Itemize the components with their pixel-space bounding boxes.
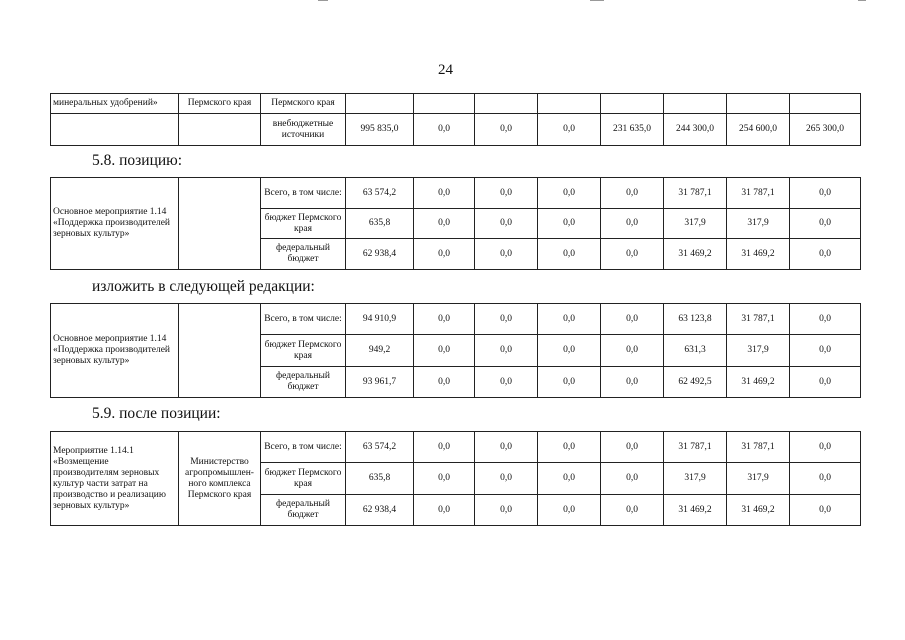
source-cell: внебюджетные источники <box>261 114 346 146</box>
value-cell: 0,0 <box>790 304 861 335</box>
value-cell: 0,0 <box>790 335 861 367</box>
value-cell: 0,0 <box>475 178 538 209</box>
value-cell: 0,0 <box>414 209 475 239</box>
value-cell <box>727 94 790 114</box>
value-cell: 62 938,4 <box>346 495 414 526</box>
value-cell: 0,0 <box>538 463 601 495</box>
source-cell: бюджет Пермского края <box>261 463 346 495</box>
source-cell: федеральный бюджет <box>261 495 346 526</box>
value-cell: 0,0 <box>475 463 538 495</box>
section-heading-5-8: 5.8. позицию: <box>92 152 183 169</box>
value-cell: 254 600,0 <box>727 114 790 146</box>
value-cell: 0,0 <box>414 495 475 526</box>
value-cell: 0,0 <box>414 367 475 398</box>
section-heading-5-9: 5.9. после позиции: <box>92 405 221 422</box>
value-cell: 0,0 <box>601 304 664 335</box>
table-position-5-9 <box>50 431 861 526</box>
measure-name-cell: Мероприятие 1.14.1 «Возмещение производителям зерновых культур части затрат на производство и реализацию зерновых культур» <box>51 432 179 526</box>
value-cell: 94 910,9 <box>346 304 414 335</box>
value-cell <box>601 94 664 114</box>
table-continuation <box>50 93 861 146</box>
value-cell: 231 635,0 <box>601 114 664 146</box>
value-cell: 0,0 <box>475 114 538 146</box>
value-cell: 317,9 <box>664 209 727 239</box>
section-heading-edit: изложить в следующей редакции: <box>92 278 315 295</box>
value-cell: 0,0 <box>475 304 538 335</box>
value-cell: 244 300,0 <box>664 114 727 146</box>
measure-name-cell <box>51 114 179 146</box>
value-cell: 0,0 <box>414 178 475 209</box>
value-cell: 0,0 <box>538 367 601 398</box>
value-cell: 631,3 <box>664 335 727 367</box>
value-cell: 0,0 <box>475 335 538 367</box>
table-position-5-8 <box>50 177 861 270</box>
value-cell <box>790 94 861 114</box>
value-cell: 317,9 <box>727 463 790 495</box>
value-cell: 0,0 <box>475 239 538 270</box>
value-cell <box>475 94 538 114</box>
source-cell: федеральный бюджет <box>261 239 346 270</box>
value-cell: 317,9 <box>664 463 727 495</box>
value-cell: 31 787,1 <box>664 432 727 463</box>
value-cell <box>346 94 414 114</box>
value-cell: 0,0 <box>790 463 861 495</box>
table-new-edition <box>50 303 861 398</box>
value-cell: 0,0 <box>414 304 475 335</box>
value-cell: 0,0 <box>790 209 861 239</box>
executor-cell <box>179 178 261 270</box>
value-cell: 0,0 <box>538 239 601 270</box>
value-cell: 949,2 <box>346 335 414 367</box>
value-cell: 0,0 <box>538 209 601 239</box>
value-cell: 31 469,2 <box>727 495 790 526</box>
value-cell: 0,0 <box>538 114 601 146</box>
value-cell: 0,0 <box>601 367 664 398</box>
measure-name-cell: Основное мероприятие 1.14 «Поддержка производителей зерновых культур» <box>51 178 179 270</box>
scan-mark <box>590 0 604 1</box>
value-cell: 635,8 <box>346 209 414 239</box>
value-cell: 265 300,0 <box>790 114 861 146</box>
value-cell: 0,0 <box>414 335 475 367</box>
source-cell: Пермского края <box>261 94 346 114</box>
value-cell: 0,0 <box>601 178 664 209</box>
table-row <box>51 178 861 209</box>
value-cell: 31 787,1 <box>727 304 790 335</box>
value-cell: 0,0 <box>601 495 664 526</box>
value-cell: 62 492,5 <box>664 367 727 398</box>
value-cell: 63 574,2 <box>346 178 414 209</box>
value-cell: 0,0 <box>601 239 664 270</box>
value-cell: 0,0 <box>414 239 475 270</box>
table-row <box>51 432 861 463</box>
source-cell: бюджет Пермского края <box>261 335 346 367</box>
value-cell: 31 787,1 <box>727 432 790 463</box>
value-cell: 0,0 <box>790 178 861 209</box>
value-cell: 0,0 <box>475 495 538 526</box>
value-cell: 31 469,2 <box>664 495 727 526</box>
value-cell: 0,0 <box>538 304 601 335</box>
value-cell: 62 938,4 <box>346 239 414 270</box>
value-cell: 0,0 <box>475 432 538 463</box>
value-cell <box>414 94 475 114</box>
measure-name-cell: минеральных удобрений» <box>51 94 179 114</box>
value-cell: 31 469,2 <box>727 367 790 398</box>
page-number: 24 <box>438 62 453 78</box>
value-cell: 31 787,1 <box>727 178 790 209</box>
value-cell: 0,0 <box>475 209 538 239</box>
value-cell: 63 574,2 <box>346 432 414 463</box>
executor-cell: Пермского края <box>179 94 261 114</box>
value-cell: 31 787,1 <box>664 178 727 209</box>
value-cell: 31 469,2 <box>664 239 727 270</box>
value-cell: 0,0 <box>538 178 601 209</box>
value-cell: 0,0 <box>601 432 664 463</box>
scan-mark <box>318 0 328 1</box>
value-cell <box>538 94 601 114</box>
value-cell: 0,0 <box>601 335 664 367</box>
value-cell: 0,0 <box>538 335 601 367</box>
value-cell: 0,0 <box>475 367 538 398</box>
value-cell: 635,8 <box>346 463 414 495</box>
value-cell: 63 123,8 <box>664 304 727 335</box>
source-cell: Всего, в том числе: <box>261 304 346 335</box>
source-cell: Всего, в том числе: <box>261 432 346 463</box>
source-cell: федеральный бюджет <box>261 367 346 398</box>
value-cell: 317,9 <box>727 335 790 367</box>
measure-name-cell: Основное мероприятие 1.14 «Поддержка производителей зерновых культур» <box>51 304 179 398</box>
value-cell: 317,9 <box>727 209 790 239</box>
table-row <box>51 114 861 146</box>
scan-mark <box>858 0 866 1</box>
table-row <box>51 304 861 335</box>
value-cell: 0,0 <box>601 209 664 239</box>
value-cell <box>664 94 727 114</box>
value-cell: 0,0 <box>790 367 861 398</box>
source-cell: бюджет Пермского края <box>261 209 346 239</box>
value-cell: 995 835,0 <box>346 114 414 146</box>
value-cell: 31 469,2 <box>727 239 790 270</box>
value-cell: 93 961,7 <box>346 367 414 398</box>
value-cell: 0,0 <box>414 114 475 146</box>
executor-cell: Министерство агропромышлен-ного комплекса Пермского края <box>179 432 261 526</box>
value-cell: 0,0 <box>790 239 861 270</box>
source-cell: Всего, в том числе: <box>261 178 346 209</box>
value-cell: 0,0 <box>414 432 475 463</box>
executor-cell <box>179 114 261 146</box>
value-cell: 0,0 <box>790 432 861 463</box>
value-cell: 0,0 <box>538 495 601 526</box>
value-cell: 0,0 <box>601 463 664 495</box>
table-row <box>51 94 861 114</box>
value-cell: 0,0 <box>790 495 861 526</box>
executor-cell <box>179 304 261 398</box>
value-cell: 0,0 <box>538 432 601 463</box>
value-cell: 0,0 <box>414 463 475 495</box>
